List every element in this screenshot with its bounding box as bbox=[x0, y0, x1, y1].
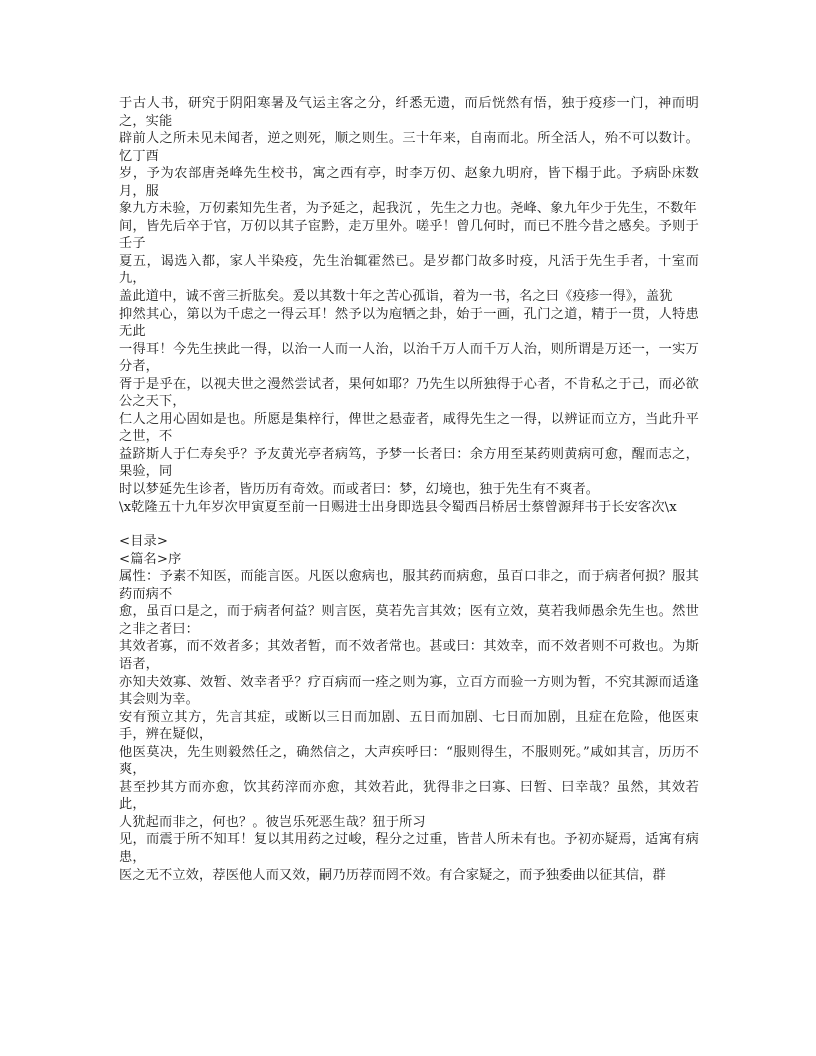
text-line: 辟前人之所未见未闻者，逆之则死，顺之则生。三十年来，自南而北。所全活人，殆不可以数计。忆丁酉 bbox=[119, 131, 699, 164]
text-line: 抑然其心，第以为千虑之一得云耳！然予以为庖牺之卦，始于一画，孔门之道，精于一贯，人特患无此 bbox=[119, 306, 699, 340]
text-line: 安有预立其方，先言其症，或断以三日而加剧、五日而加剧、七日而加剧，且症在危险，他医束手，辨在疑似， bbox=[119, 709, 699, 743]
text-line: 胥于是乎在，以视夫世之漫然尝试者，果何如耶？乃先生以所独得于心者，不肯私之于己，而必欲公之天下， bbox=[119, 376, 699, 410]
text-line: 盖此道中，诚不啻三折肱矣。爰以其数十年之苦心孤诣，着为一书，名之曰《疫疹一得》，盖犹 bbox=[119, 289, 673, 305]
signature-line: \x乾隆五十九年岁次甲寅夏至前一日赐进士出身即选县令蜀西吕桥居士蔡曾源拜书于长安客次\x bbox=[119, 499, 677, 515]
text-line: 一得耳！今先生挟此一得，以治一人而一人治，以治千万人而千万人治，则所谓是万还一，一实万分者， bbox=[119, 341, 699, 375]
section-gap bbox=[119, 516, 699, 533]
preface-section bbox=[119, 95, 699, 516]
text-line: 愈，虽百口是之，而于病者何益？则言医，莫若先言其效；医有立效，莫若我师愚余先生也。然世之非之者曰： bbox=[119, 604, 699, 637]
text-line: 象九方未验，万仞素知先生者，为予延之，起我沉 ，先生之力也。尧峰、象九年少于先生，不数年 bbox=[119, 201, 697, 217]
text-line: 医之无不立效，荐医他人而又效，嗣乃历荐而罔不效。有合家疑之，而予独委曲以征其信，群 bbox=[119, 867, 666, 883]
text-line: 其效者寡，而不效者多；其效者暂，而不效者常也。甚或曰：其效幸，而不效者则不可救也。为斯语者， bbox=[119, 639, 699, 672]
text-line: 夏五，谒选入都，家人半染疫，先生治辄霍然已。是岁都门故多时疫，凡活于先生手者，十室而九， bbox=[119, 253, 699, 287]
text-line: 他医莫决，先生则毅然任之，确然信之，大声疾呼曰：“服则得生，不服则死。”咸如其言，历历不爽， bbox=[119, 744, 699, 778]
text-line: 人犹起而非之，何也？。彼岂乐死恶生哉？狃于所习 bbox=[119, 814, 426, 830]
text-line: 属性：予素不知医，而能言医。凡医以愈病也，服其药而病愈，虽百口非之，而于病者何损？服其药而病不 bbox=[119, 569, 699, 602]
text-line: 时以梦延先生诊者，皆历历有奇效。而或者曰：梦，幻境也，独于先生有不爽者。 bbox=[119, 482, 600, 498]
text-line: 仁人之用心固如是也。所愿是集梓行，俾世之悬壶者，咸得先生之一得，以辨证而立方，当此升平之世，不 bbox=[119, 411, 699, 445]
text-line: 岁，予为农部唐尧峰先生校书，寓之西有亭，时李万仞、赵象九明府，皆下榻于此。予病卧床数月，服 bbox=[119, 166, 699, 199]
text-line: 甚至抄其方而亦愈，饮其药滓而亦愈，其效若此，犹得非之曰寡、曰暂、曰幸哉？虽然，其效若此， bbox=[119, 779, 699, 813]
text-line: 益跻斯人于仁寿矣乎？予友黄光亭者病笃，予梦一长者曰：余方用至某药则黄病可愈，醒而志之，果验，同 bbox=[119, 446, 699, 480]
text-line: 于古人书，研究于阴阳寒暑及气运主客之分，纤悉无遗，而后恍然有悟，独于疫疹一门，神而明之，实能 bbox=[119, 96, 699, 129]
body-section bbox=[119, 568, 699, 884]
chapter-title: <篇名>序 bbox=[119, 551, 182, 567]
toc-label: <目录> bbox=[119, 534, 169, 550]
text-line: 见，而震于所不知耳！复以其用药之过峻，程分之过重，皆昔人所未有也。予初亦疑焉，适寓有病患， bbox=[119, 832, 699, 865]
text-line: 亦知夫效寡、效暂、效幸者乎？疗百病而一痊之则为寡，立百方而验一方则为暂，不究其源而适逢其会则为幸。 bbox=[119, 674, 699, 708]
text-line: 间，皆先后卒于官，万仞以其子宦黔，走万里外。嗟乎！曾几何时，而已不胜今昔之感矣。予则于壬子 bbox=[119, 218, 699, 252]
document-page bbox=[119, 95, 699, 884]
toc-section bbox=[119, 533, 699, 568]
